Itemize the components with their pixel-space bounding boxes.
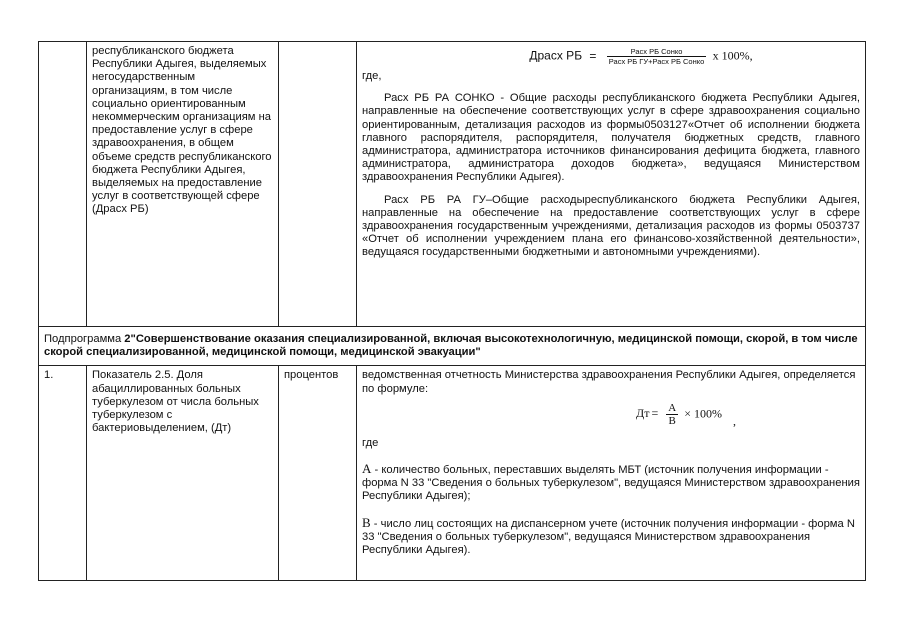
where-label: где — [362, 436, 379, 449]
table-row — [39, 42, 866, 327]
symbol-a: А — [362, 461, 372, 477]
formula-denominator: В — [668, 414, 676, 427]
definition-b-text: - число лиц состоящих на диспансерном учете (источник получения информации - форма N 33 "Сведения о больных туберкулезом", ведущаяся Министерством здравоохранения Республики Адыгея). — [362, 517, 855, 557]
subprogram-title: 2"Совершенствование оказания специализированной, включая высокотехнологичную, медицинской помощи, скорой, в том числе скорой специализированной, медицинской помощи, медицинской эвакуации" — [44, 333, 858, 359]
formula-tail: х 100%, — [712, 48, 753, 63]
subprogram-row — [39, 327, 866, 366]
formula-fraction — [666, 402, 678, 427]
definition-a — [362, 462, 860, 504]
method-intro: ведомственная отчетность Министерства здравоохранения Республики Адыгея, определяется по формуле: — [362, 369, 856, 395]
definition-gu: Расх РБ РА ГУ–Общие расходыреспубликанского бюджета Республики Адыгея, направленные на обеспечение на предоставление соответствующих услуг в сфере здравоохранения государственным учреждениями, детализация расходов из формы 0503737 «Отчет об исполнении учреждением плана его финансово-хозяйственной деятельности», ведущаяся государственными бюджетными и автономными учреждениями). — [362, 193, 860, 259]
indicator-text: республиканского бюджета Республики Адыгея, выделяемых негосударственным организациям, в том числе социально ориентированным некоммерческим организациям на предоставление услуг в сфере здравоохранения, в общем объеме средств республиканского бюджета Республики Адыгея, выделяемых на предоставление услуг в соответствующей сфере (Драсх РБ) — [92, 45, 272, 216]
formula-eq: = — [651, 406, 659, 421]
definition-a-text: - количество больных, переставших выделять МБТ (источник получения информации - форма N 33 "Сведения о больных туберкулезом", ведущаяся Министерством здравоохранения Республики Адыгея); — [362, 464, 860, 503]
formula-numerator: Расх РБ Сонко — [607, 47, 707, 57]
definition-sonko: Расх РБ РА СОНКО - Общие расходы республиканского бюджета Республики Адыгея, направленные на обеспечение соответствующих услуг в сфере здравоохранения социально ориентированным, детализация расходов из формы0503127«Отчет об исполнении бюджета главного распорядителя, распорядителя, получателя бюджетных средств, главного администратора, администратора источников финансирования дефицита бюджета, главного администратора, администратора доходов бюджета», ведущаяся Министерством здравоохранения Республики Адыгея). — [362, 92, 860, 184]
formula-denominator: Расх РБ ГУ+Расх РБ Сонко — [608, 57, 705, 66]
table-row — [39, 366, 866, 581]
unit-cell — [279, 42, 357, 327]
definition-b — [362, 516, 860, 558]
formula-numerator: А — [668, 401, 677, 414]
method-cell — [357, 42, 866, 327]
indicator-cell — [87, 366, 279, 581]
formula-lhs: Дт — [636, 406, 650, 421]
indicator-text: Показатель 2.5. Доля абациллированных больных туберкулезом от числа больных туберкулезом с бактериовыделением, (Дт) — [92, 369, 259, 435]
formula-dt — [362, 402, 860, 427]
formula-eq: = — [589, 48, 597, 63]
indicator-cell — [87, 42, 279, 327]
symbol-b: В — [362, 514, 371, 530]
unit-text: процентов — [284, 369, 339, 382]
unit-cell — [279, 366, 357, 581]
formula-comma: , — [732, 414, 736, 429]
num-cell — [39, 42, 87, 327]
method-cell — [357, 366, 866, 581]
formula-fraction — [607, 47, 707, 66]
document-page — [38, 41, 866, 581]
subprogram-prefix: Подпрограмма — [44, 333, 125, 345]
indicators-table — [38, 41, 866, 581]
row-number: 1. — [44, 369, 54, 382]
formula-drash — [422, 47, 860, 66]
formula-tail: × 100% — [684, 406, 722, 421]
where-label: где, — [362, 70, 382, 82]
formula-lhs: Драсх РБ — [529, 48, 583, 63]
num-cell — [39, 366, 87, 581]
subprogram-cell — [39, 327, 866, 366]
